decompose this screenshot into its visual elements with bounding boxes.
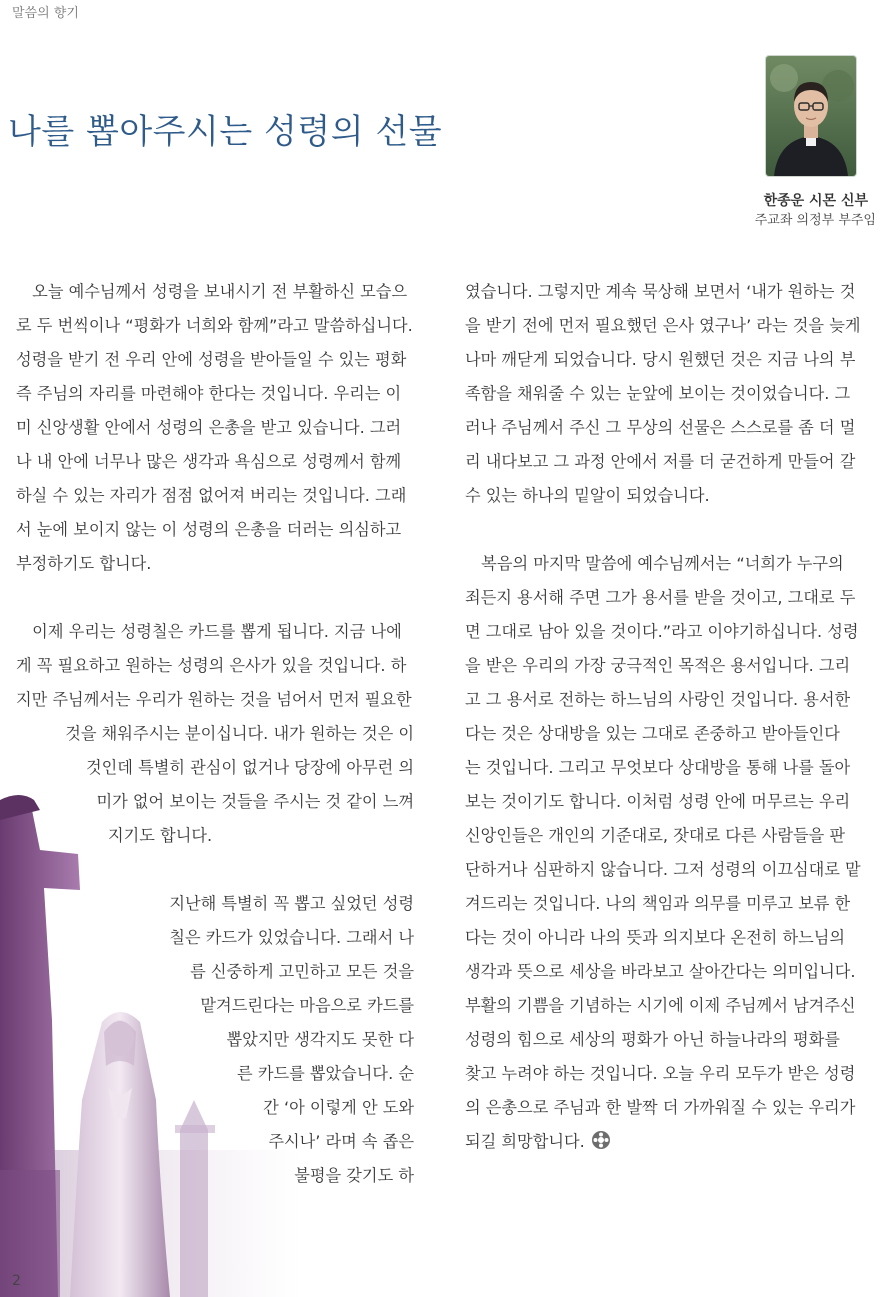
end-mark-icon	[591, 1128, 611, 1162]
text-line: 오늘 예수님께서 성령을 보내시기 전 부활하신 모습으	[16, 282, 408, 301]
text-line: 부활의 기쁨을 기념하는 시기에 이제 주님께서 남겨주신	[465, 996, 856, 1015]
text-line: 단하거나 심판하지 않습니다. 그저 성령의 이끄심대로 맡	[465, 860, 861, 879]
text-line: 서 눈에 보이지 않는 이 성령의 은총을 더러는 의심하고	[16, 520, 402, 539]
text-line: 였습니다. 그렇지만 계속 묵상해 보면서 ‘내가 원하는 것	[465, 282, 856, 301]
text-line: 고 그 용서로 전하는 하느님의 사랑인 것입니다. 용서한	[465, 690, 851, 709]
text-line: 신앙인들은 개인의 기준대로, 잣대로 다른 사람들을 판	[465, 826, 846, 845]
text-line: 다는 것이 아니라 나의 뜻과 의지보다 온전히 하느님의	[465, 928, 846, 947]
text-line: 것인데 특별히 관심이 없거나 당장에 아무런 의	[86, 758, 414, 777]
text-line: 즉 주님의 자리를 마련해야 한다는 것입니다. 우리는 이	[16, 384, 402, 403]
text-line: 른 카드를 뽑았습니다. 순	[237, 1064, 414, 1083]
text-line: 미 신앙생활 안에서 성령의 은총을 받고 있습니다. 그러	[16, 418, 402, 437]
text-line: 다는 것은 상대방을 있는 그대로 존중하고 받아들인다	[465, 724, 840, 743]
text-line: 수 있는 하나의 밑알이 되었습니다.	[465, 486, 710, 505]
text-line: 지기도 합니다.	[108, 826, 213, 845]
text-line: 지만 주님께서는 우리가 원하는 것을 넘어서 먼저 필요한	[16, 690, 412, 709]
text-line: 뽑았지만 생각지도 못한 다	[226, 1030, 414, 1049]
right-column	[465, 275, 875, 1162]
left-column	[16, 275, 426, 1193]
text-line: 리 내다보고 그 과정 안에서 저를 더 굳건하게 만들어 갈	[465, 452, 856, 471]
section-label: 말씀의 향기	[12, 6, 79, 21]
text-line: 는 것입니다. 그리고 무엇보다 상대방을 통해 나를 돌아	[465, 758, 851, 777]
text-line: 나 내 안에 너무나 많은 생각과 욕심으로 성령께서 함께	[16, 452, 402, 471]
text-line: 보는 것이기도 합니다. 이처럼 성령 안에 머무르는 우리	[465, 792, 851, 811]
text-line: 부정하기도 합니다.	[16, 554, 152, 573]
text-line: 겨드리는 것입니다. 나의 책임과 의무를 미루고 보류 한	[465, 894, 851, 913]
text-line: 의 은총으로 주님과 한 발짝 더 가까워질 수 있는 우리가	[465, 1098, 856, 1117]
text-line: 성령의 힘으로 세상의 평화가 아닌 하늘나라의 평화를	[465, 1030, 840, 1049]
text-line: 을 받은 우리의 가장 궁극적인 목적은 용서입니다. 그리	[465, 656, 851, 675]
author-photo	[766, 56, 856, 176]
text-line: 복음의 마지막 말씀에 예수님께서는 “너희가 누구의	[465, 554, 844, 573]
text-line: 주시나’ 라며 속 좁은	[268, 1132, 414, 1151]
text-line: 맡겨드린다는 마음으로 카드를	[200, 996, 414, 1015]
last-line	[465, 1125, 875, 1162]
text-line: 찾고 누려야 하는 것입니다. 오늘 우리 모두가 받은 성령	[465, 1064, 856, 1083]
text-line: 을 받기 전에 먼저 필요했던 은사 였구나’ 라는 것을 늦게	[465, 316, 861, 335]
text-line: 게 꼭 필요하고 원하는 성령의 은사가 있을 것입니다. 하	[16, 656, 407, 675]
author-role: 주교좌 의정부 부주임	[754, 213, 876, 228]
text-line: 것을 채워주시는 분이십니다. 내가 원하는 것은 이	[65, 724, 414, 743]
text-line: 성령을 받기 전 우리 안에 성령을 받아들일 수 있는 평화	[16, 350, 407, 369]
text-line: 러나 주님께서 주신 그 무상의 선물은 스스로를 좀 더 멀	[465, 418, 856, 437]
page-number: 2	[12, 1273, 21, 1289]
text-line: 칠은 카드가 있었습니다. 그래서 나	[169, 928, 414, 947]
text-line: 미가 없어 보이는 것들을 주시는 것 같이 느껴	[96, 792, 414, 811]
text-line: 죄든지 용서해 주면 그가 용서를 받을 것이고, 그대로 두	[465, 588, 856, 607]
text-line: 되길 희망합니다.	[465, 1132, 585, 1151]
text-line: 지난해 특별히 꼭 뽑고 싶었던 성령	[169, 894, 414, 913]
text-line: 름 신중하게 고민하고 모든 것을	[190, 962, 414, 981]
text-line: 나마 깨닫게 되었습니다. 당시 원했던 것은 지금 나의 부	[465, 350, 856, 369]
text-line: 면 그대로 남아 있을 것이다.”라고 이야기하십니다. 성령	[465, 622, 859, 641]
text-line: 이제 우리는 성령칠은 카드를 뽑게 됩니다. 지금 나에	[16, 622, 402, 641]
text-line: 족함을 채워줄 수 있는 눈앞에 보이는 것이었습니다. 그	[465, 384, 851, 403]
text-line: 간 ‘아 이렇게 안 도와	[263, 1098, 414, 1117]
text-line: 생각과 뜻으로 세상을 바라보고 살아간다는 의미입니다.	[465, 962, 856, 981]
article-title: 나를 뽑아주시는 성령의 선물	[8, 112, 443, 152]
text-line: 로 두 번씩이나 “평화가 너희와 함께”라고 말씀하십니다.	[16, 316, 413, 335]
text-line: 불평을 갖기도 하	[294, 1166, 414, 1185]
text-line: 하실 수 있는 자리가 점점 없어져 버리는 것입니다. 그래	[16, 486, 407, 505]
author-name: 한종운 시몬 신부	[763, 193, 868, 209]
